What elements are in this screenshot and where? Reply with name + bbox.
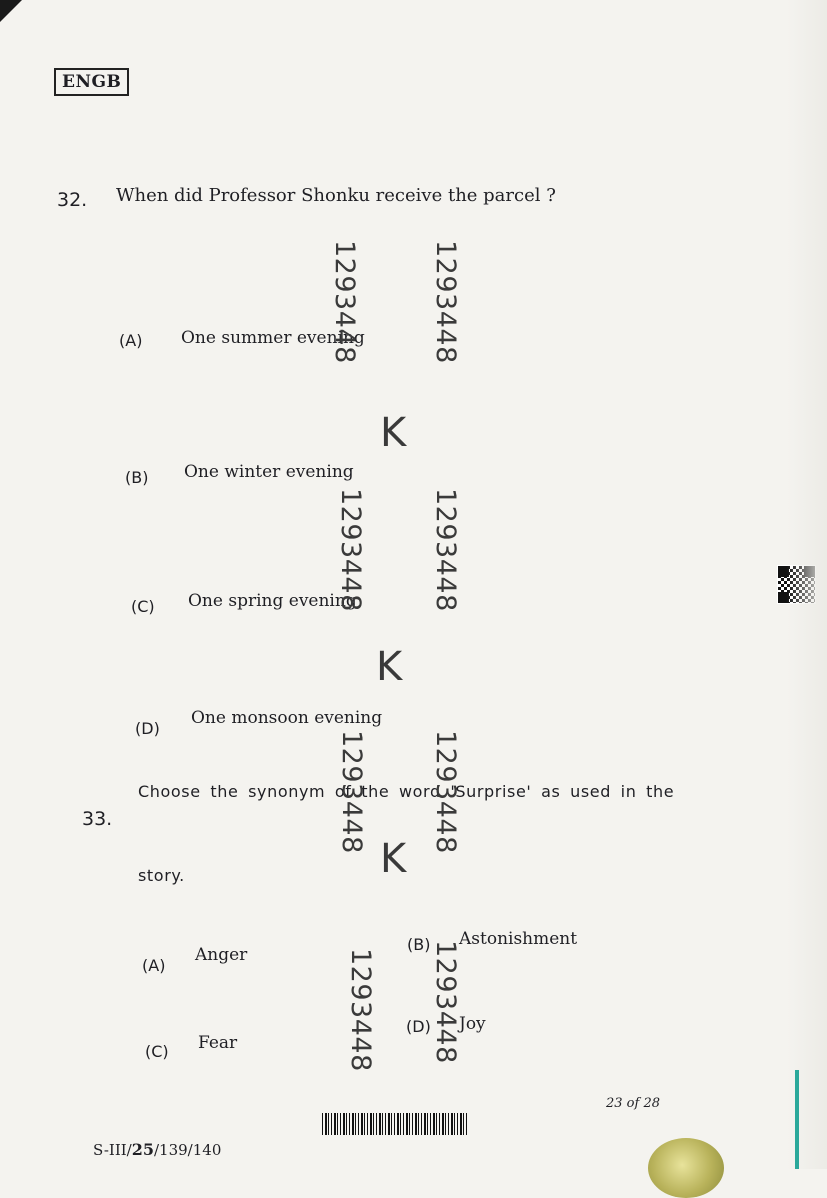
q32-option-a-letter: (A) [119,331,143,350]
watermark-number: 1293448 [430,240,461,364]
teal-edge-strip [795,1070,799,1169]
q33-option-c-letter: (C) [145,1042,169,1061]
q32-option-d-text: One monsoon evening [191,708,383,728]
question-32-number: 32. [57,189,88,211]
watermark-number: 1293448 [430,488,461,612]
watermark-number: 1293448 [336,730,367,854]
paper-reference-suffix: /139/140 [154,1141,222,1159]
question-32-text: When did Professor Shonku receive the parcel ? [116,185,556,206]
q32-option-c-text: One spring evening [188,591,357,611]
paper-reference [93,1140,221,1159]
q32-option-d-letter: (D) [135,719,160,738]
q33-option-b-letter: (B) [407,935,431,954]
page-count: 23 of 28 [606,1096,660,1111]
question-33-text-line1: Choose the synonym of the word 'Surprise' as used in the [138,782,675,801]
page-edge-shadow [787,0,827,1169]
barcode-icon [322,1113,468,1135]
q32-option-b-letter: (B) [125,468,149,487]
q32-option-c-letter: (C) [131,597,155,616]
watermark-number: 1293448 [345,948,376,1072]
q32-option-b-text: One winter evening [184,462,354,482]
watermark-number: 1293448 [430,940,461,1064]
paper-reference-bold: 25 [131,1140,154,1159]
watermark-letter: K [380,836,407,882]
watermark-number: 1293448 [329,240,360,364]
watermark-letter: K [380,410,407,456]
corner-mark [0,0,22,22]
watermark-number: 1293448 [430,730,461,854]
round-object [648,1138,724,1198]
q32-option-a-text: One summer evening [181,328,365,348]
question-33-text-line2: story. [138,866,185,885]
q33-option-a-letter: (A) [142,956,166,975]
q33-option-d-letter: (D) [406,1017,431,1036]
q33-option-d-text: Joy [459,1014,486,1034]
paper-reference-prefix: S-III/ [93,1141,132,1159]
q33-option-a-text: Anger [195,945,248,965]
watermark-letter: K [376,644,403,690]
watermark-number: 1293448 [335,488,366,612]
q33-option-b-text: Astonishment [459,929,578,949]
q33-option-c-text: Fear [198,1033,238,1053]
paper-code-box: ENGB [54,68,129,96]
question-33-number: 33. [82,808,113,830]
